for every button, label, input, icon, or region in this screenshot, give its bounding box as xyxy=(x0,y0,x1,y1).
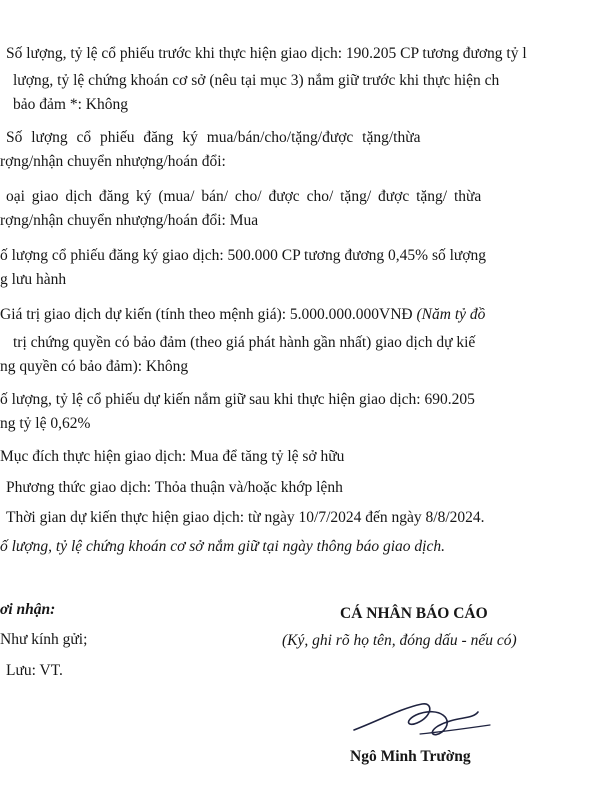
item-underlying-before: lượng, tỷ lệ chứng khoán cơ sở (nêu tại mục 3) nắm giữ trước khi thực hiện ch xyxy=(13,72,500,89)
item-transaction-type-value: rợng/nhận chuyển nhượng/hoán đổi: Mua xyxy=(0,212,259,229)
recipient-item: Như kính gửi; xyxy=(0,631,88,648)
item-expected-value xyxy=(0,305,485,325)
item-registered-volume: ố lượng cổ phiếu đăng ký giao dịch: 500.000 CP tương đương 0,45% số lượng xyxy=(0,247,487,264)
item-shares-after-cont: ng tỷ lệ 0,62% xyxy=(0,415,91,432)
recipients-heading: ơi nhận: xyxy=(0,601,56,618)
item-timeframe: Thời gian dự kiến thực hiện giao dịch: từ ngày 10/7/2024 đến ngày 8/8/2024. xyxy=(6,509,485,526)
item-registered-volume-cont: g lưu hành xyxy=(0,271,67,288)
recipient-item: Lưu: VT. xyxy=(6,662,63,679)
item-transaction-type: oại giao dịch đăng ký (mua/ bán/ cho/ được cho/ tặng/ được tặng/ thừa xyxy=(6,188,482,205)
signature-title: CÁ NHÂN BÁO CÁO xyxy=(340,605,488,622)
item-expected-value-text: Giá trị giao dịch dự kiến (tính theo mệnh giá): 5.000.000.000VNĐ xyxy=(0,306,413,323)
item-expected-value-words: (Năm tỷ đồ xyxy=(416,306,486,323)
item-method: Phương thức giao dịch: Thỏa thuận và/hoặc khớp lệnh xyxy=(6,479,343,496)
item-underlying-before-value: bảo đảm *: Không xyxy=(13,96,128,113)
signature-instruction: (Ký, ghi rõ họ tên, đóng dấu - nếu có) xyxy=(282,632,517,649)
signer-name: Ngô Minh Trường xyxy=(350,748,471,765)
item-shares-before: Số lượng, tỷ lệ cổ phiếu trước khi thực hiện giao dịch: 190.205 CP tương đương tỷ l xyxy=(6,45,527,62)
item-warrant-value-cont: ng quyền có bảo đảm): Không xyxy=(0,358,189,375)
item-registered-shares-cont: rợng/nhận chuyển nhượng/hoán đổi: xyxy=(0,153,226,170)
item-purpose: Mục đích thực hiện giao dịch: Mua để tăng tỷ lệ sở hữu xyxy=(0,448,345,465)
item-registered-shares: Số lượng cổ phiếu đăng ký mua/bán/cho/tặng/được tặng/thừa xyxy=(6,129,421,146)
item-shares-after: ố lượng, tỷ lệ cổ phiếu dự kiến nắm giữ sau khi thực hiện giao dịch: 690.205 xyxy=(0,391,475,408)
handwritten-signature xyxy=(300,690,530,750)
footnote: ố lượng, tỷ lệ chứng khoán cơ sở nắm giữ tại ngày thông báo giao dịch. xyxy=(0,538,445,555)
item-warrant-value: trị chứng quyền có bảo đảm (theo giá phát hành gần nhất) giao dịch dự kiế xyxy=(13,334,476,351)
